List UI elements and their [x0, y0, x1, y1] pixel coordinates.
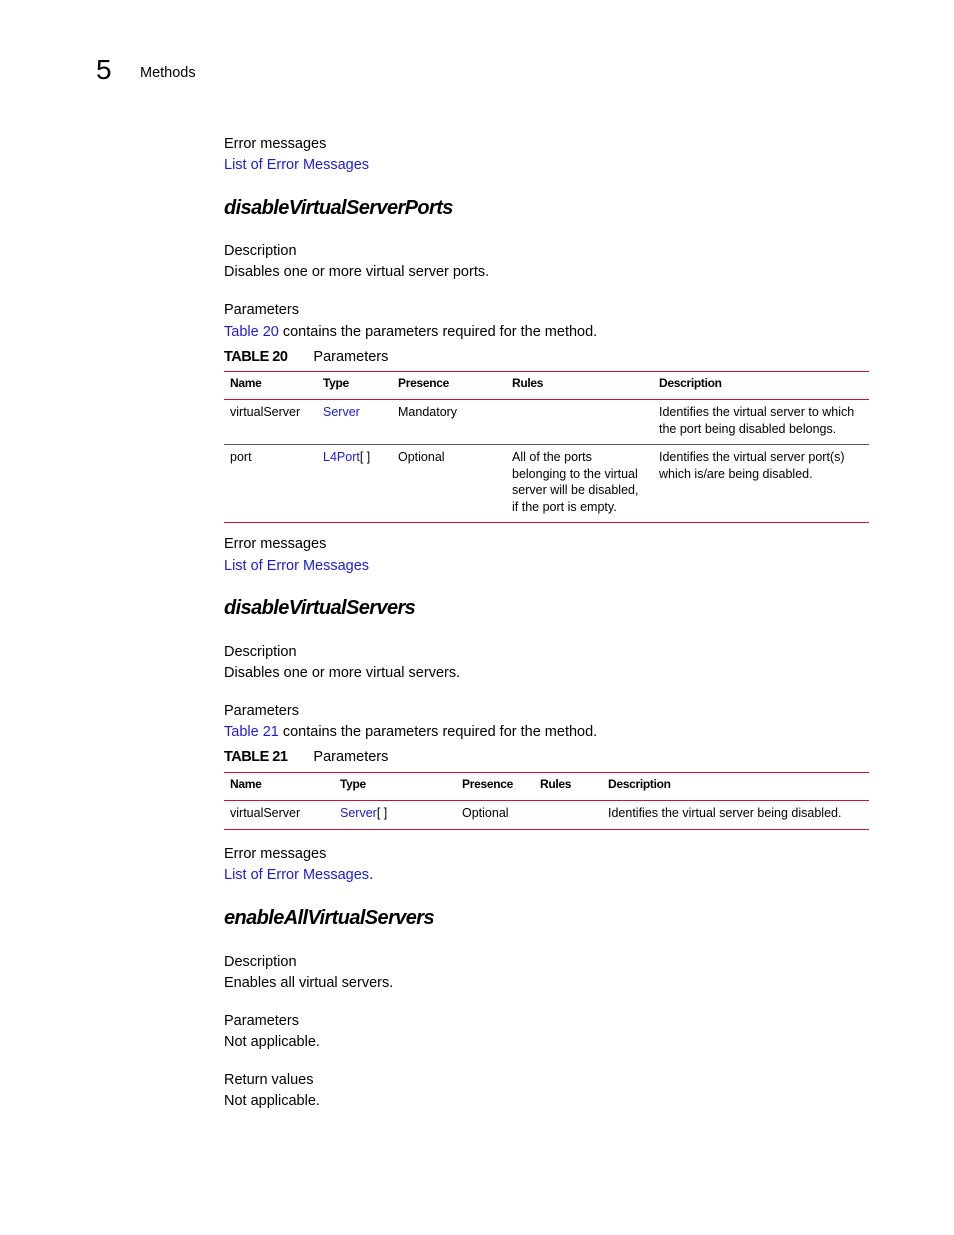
description-text: Disables one or more virtual servers.	[224, 665, 461, 681]
chapter-number: 5	[96, 54, 112, 85]
column-header-name: Name	[224, 372, 317, 400]
error-messages-heading: Error messages	[224, 136, 327, 152]
column-header-presence: Presence	[456, 773, 534, 801]
description-text: Disables one or more virtual server ports.	[224, 264, 490, 280]
cell-type	[334, 801, 456, 830]
table-21-caption	[224, 749, 388, 765]
table-row	[224, 801, 869, 830]
cell-presence: Optional	[456, 801, 534, 830]
table-20-caption	[224, 349, 388, 365]
column-header-rules: Rules	[506, 372, 653, 400]
cell-name: port	[224, 445, 317, 523]
description-heading: Description	[224, 243, 297, 259]
parameters-intro	[224, 324, 597, 340]
column-header-presence: Presence	[392, 372, 506, 400]
parameters-intro-text: contains the parameters required for the method.	[278, 324, 598, 340]
parameters-intro-text: contains the parameters required for the method.	[278, 724, 598, 740]
description-text: Enables all virtual servers.	[224, 975, 394, 991]
column-header-rules: Rules	[534, 773, 602, 801]
error-messages-link[interactable]: List of Error Messages	[224, 157, 370, 173]
table-caption-text: Parameters	[313, 349, 389, 365]
section-title-disable-virtual-servers: disableVirtualServers	[224, 597, 416, 619]
error-messages-line	[224, 558, 369, 574]
parameters-table-20	[224, 371, 869, 523]
table-label: TABLE 20	[224, 349, 288, 365]
cell-type	[317, 400, 392, 445]
column-header-description: Description	[653, 372, 869, 400]
type-link[interactable]: Server	[323, 405, 360, 419]
table-20-link[interactable]: Table 20	[224, 324, 279, 340]
description-heading: Description	[224, 644, 297, 660]
table-header-row	[224, 372, 869, 400]
error-suffix: .	[369, 867, 374, 883]
cell-name: virtualServer	[224, 801, 334, 830]
description-heading: Description	[224, 954, 297, 970]
table-row	[224, 400, 869, 445]
error-messages-heading: Error messages	[224, 536, 327, 552]
type-suffix: [ ]	[376, 806, 388, 820]
cell-rules	[506, 400, 653, 445]
table-header-row	[224, 773, 869, 801]
cell-rules: All of the ports belonging to the virtual server will be disabled, if the port is empty.	[506, 445, 653, 523]
table-row	[224, 445, 869, 523]
cell-description: Identifies the virtual server being disabled.	[602, 801, 869, 830]
parameters-heading: Parameters	[224, 703, 299, 719]
chapter-title: Methods	[140, 65, 196, 81]
parameters-heading: Parameters	[224, 1013, 299, 1029]
cell-presence: Optional	[392, 445, 506, 523]
type-suffix: [ ]	[359, 450, 371, 464]
column-header-description: Description	[602, 773, 869, 801]
parameters-text: Not applicable.	[224, 1034, 320, 1050]
section-title-disable-virtual-server-ports: disableVirtualServerPorts	[224, 197, 453, 219]
column-header-type: Type	[317, 372, 392, 400]
cell-description: Identifies the virtual server to which the port being disabled belongs.	[653, 400, 869, 445]
error-messages-line	[224, 867, 373, 883]
error-messages-link[interactable]: List of Error Messages	[224, 558, 370, 574]
type-link[interactable]: L4Port	[323, 450, 360, 464]
table-label: TABLE 21	[224, 749, 288, 765]
type-link[interactable]: Server	[340, 806, 377, 820]
table-caption-text: Parameters	[313, 749, 389, 765]
parameters-intro	[224, 724, 597, 740]
return-values-text: Not applicable.	[224, 1093, 320, 1109]
cell-type	[317, 445, 392, 523]
parameters-heading: Parameters	[224, 302, 299, 318]
cell-presence: Mandatory	[392, 400, 506, 445]
table-21-link[interactable]: Table 21	[224, 724, 279, 740]
return-values-heading: Return values	[224, 1072, 314, 1088]
column-header-type: Type	[334, 773, 456, 801]
error-messages-heading: Error messages	[224, 846, 327, 862]
section-title-enable-all-virtual-servers: enableAllVirtualServers	[224, 907, 435, 929]
error-messages-link[interactable]: List of Error Messages	[224, 867, 370, 883]
parameters-table-21	[224, 772, 869, 830]
cell-description: Identifies the virtual server port(s) which is/are being disabled.	[653, 445, 869, 523]
column-header-name: Name	[224, 773, 334, 801]
cell-name: virtualServer	[224, 400, 317, 445]
cell-rules	[534, 801, 602, 830]
